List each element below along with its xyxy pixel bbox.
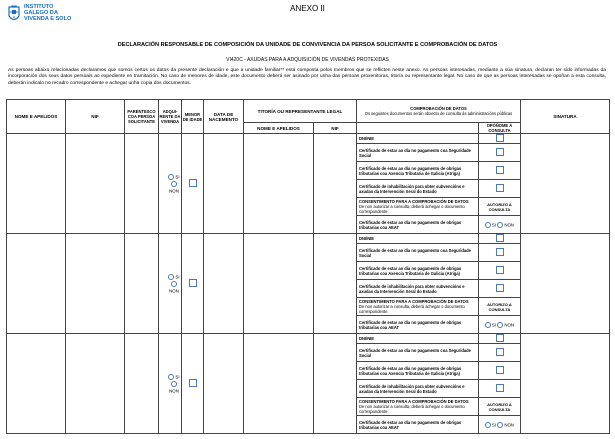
header-check-sub: Os seguintes documentos serán obxecto de consulta ás administracións públicas: [364, 111, 513, 116]
radio-icon[interactable]: [171, 381, 177, 387]
document-label: Certificado de estar ao día no pagamento de obrigas tributarias coa AEAT: [357, 316, 479, 334]
header-acquirer: ADQUI-RENTE DA VIVENDA: [159, 100, 182, 134]
document-row: [7, 134, 610, 144]
member-relationship-cell[interactable]: [125, 134, 159, 234]
consent-cell: [357, 198, 479, 216]
radio-label-no: NON: [504, 222, 515, 227]
checkbox[interactable]: [496, 184, 504, 192]
authorize-label: AUTORIZO A CONSULTA: [479, 298, 521, 316]
radio-icon[interactable]: [497, 322, 503, 328]
document-subtitle: VI420C - AXUDAS PARA A ADQUISICIÓN DE VIVENDAS PROTEXIDAS: [226, 57, 389, 63]
logo-line: INSTITUTO: [24, 4, 54, 10]
radio-icon[interactable]: [168, 374, 174, 380]
guardian-name-cell[interactable]: [244, 234, 314, 334]
document-label: Certificado de estar ao día no pagamento de obrigas tributarias coa Axencia Tributaria de Galicia (Atriga): [357, 362, 479, 380]
checkbox[interactable]: [189, 379, 197, 387]
annex-title: ANEXO II: [290, 4, 325, 13]
document-label: Certificado de inhabilitación para obter subvencións e axudas da Intervención Xeral do Estado: [357, 280, 479, 298]
header-relationship: PARENTESCO COA PERSOA SOLICITANTE: [125, 100, 159, 134]
radio-icon[interactable]: [171, 281, 177, 287]
document-label: Certificado de inhabilitación para obter subvencións e axudas da Intervención Xeral do Estado: [357, 380, 479, 398]
guardian-nif-cell[interactable]: [314, 234, 357, 334]
document-label: DNI/NIE: [357, 334, 479, 344]
document-label: Certificado de estar ao día no pagamento de obrigas tributarias coa Axencia Tributaria de Galicia (Atriga): [357, 162, 479, 180]
radio-icon[interactable]: [168, 174, 174, 180]
acquirer-cell: [159, 334, 182, 434]
member-nif-cell[interactable]: [66, 334, 125, 434]
birth-date-cell[interactable]: [204, 234, 244, 334]
guardian-nif-cell[interactable]: [314, 334, 357, 434]
minor-cell: [182, 334, 204, 434]
consent-cell: [357, 298, 479, 316]
oppose-checkbox-cell: [479, 334, 521, 344]
document-label: Certificado de estar ao día no pagamento de obrigas tributarias coa AEAT: [357, 416, 479, 434]
consent-text: De non autorizar a consulta, deberá achegar o documento correspondente.: [359, 304, 465, 314]
checkbox[interactable]: [496, 166, 504, 174]
header-data-check: [357, 100, 521, 123]
member-name-cell[interactable]: [7, 134, 66, 234]
radio-label-yes: SI: [175, 274, 180, 279]
member-relationship-cell[interactable]: [125, 234, 159, 334]
radio-label-yes: SI: [175, 374, 180, 379]
logo-line: VIVENDA E SOLO: [24, 16, 72, 23]
document-label: DNI/NIE: [357, 234, 479, 244]
checkbox[interactable]: [496, 384, 504, 392]
yes-option[interactable]: [167, 273, 181, 280]
radio-icon[interactable]: [171, 181, 177, 187]
oppose-checkbox-cell: [479, 262, 521, 280]
member-name-cell[interactable]: [7, 334, 66, 434]
header-empty: [357, 123, 479, 134]
radio-icon[interactable]: [485, 322, 491, 328]
birth-date-cell[interactable]: [204, 134, 244, 234]
checkbox[interactable]: [189, 179, 197, 187]
minor-cell: [182, 234, 204, 334]
authorize-options: [479, 216, 521, 234]
header-guardian: TITORÍA OU REPRESENTANTE LEGAL: [244, 100, 357, 123]
oppose-checkbox-cell: [479, 280, 521, 298]
radio-icon[interactable]: [485, 222, 491, 228]
minor-cell: [182, 134, 204, 234]
yes-option[interactable]: [167, 373, 181, 380]
header-birth: DATA DE NACEMENTO: [204, 100, 244, 134]
header-oppose: OPÓÑOME Á CONSULTA: [479, 123, 521, 134]
radio-icon[interactable]: [168, 274, 174, 280]
consent-title: CONSENTIMENTO PARA A COMPROBACIÓN DE DATOS: [359, 299, 469, 304]
document-label: Certificado de inhabilitación para obter subvencións e axudas da Intervención Xeral do Estado: [357, 180, 479, 198]
document-label: Certificado de estar ao día no pagamento coa Seguridade Social: [357, 144, 479, 162]
header-nif: NIF: [66, 100, 125, 134]
document-label: Certificado de estar ao día no pagamento coa Seguridade Social: [357, 244, 479, 262]
radio-label-yes: SI: [175, 174, 180, 179]
guardian-name-cell[interactable]: [244, 334, 314, 434]
consent-cell: [357, 398, 479, 416]
acquirer-cell: [159, 134, 182, 234]
intro-paragraph: As persoas abaixo relacionadas declaramos que somos certos os datos da presente declaración e que a unidade familiar** está composta polos membros que se reflicten neste anexo. As persoas interesadas, mediante a súa sinatura, declaran ter sido informadas da incorporación dos seus datos persoais ao expediente en tramitación. No caso de menores de idade, este documento deberá ser asinado por unha das persoas proxenitoras, titor/a ou representante legal. No caso de que as persoas interesadas se opoñan a esta consulta, deberán indicalo no recadro correspondente e achegar unha copia dos documentos.: [8, 68, 606, 86]
authorize-label: AUTORIZO A CONSULTA: [479, 398, 521, 416]
oppose-checkbox-cell: [479, 180, 521, 198]
checkbox[interactable]: [496, 148, 504, 156]
checkbox[interactable]: [496, 248, 504, 256]
document-row: [7, 334, 610, 344]
document-row: [7, 234, 610, 244]
radio-icon[interactable]: [497, 422, 503, 428]
checkbox[interactable]: [496, 284, 504, 292]
signature-cell[interactable]: [521, 334, 610, 434]
authorize-options: [479, 316, 521, 334]
member-relationship-cell[interactable]: [125, 334, 159, 434]
radio-label-no: NON: [169, 388, 179, 394]
radio-icon[interactable]: [485, 422, 491, 428]
oppose-checkbox-cell: [479, 380, 521, 398]
document-label: Certificado de estar ao día no pagamento de obrigas tributarias coa AEAT: [357, 216, 479, 234]
oppose-checkbox-cell: [479, 244, 521, 262]
radio-label-no: NON: [169, 188, 179, 194]
radio-icon[interactable]: [497, 222, 503, 228]
header-guardian-nif: NIF: [314, 123, 357, 134]
household-table: [6, 99, 610, 434]
signature-cell[interactable]: [521, 134, 610, 234]
oppose-checkbox-cell: [479, 344, 521, 362]
consent-title: CONSENTIMENTO PARA A COMPROBACIÓN DE DATOS: [359, 399, 469, 404]
no-option[interactable]: [167, 380, 181, 394]
document-label: Certificado de estar ao día no pagamento coa Seguridade Social: [357, 344, 479, 362]
document-title: DECLARACIÓN RESPONSABLE DE COMPOSICIÓN DA UNIDADE DE CONVIVENCIA DA PERSOA SOLICITANTE E COMPROBACIÓN DE DATOS: [117, 42, 498, 48]
checkbox[interactable]: [496, 366, 504, 374]
oppose-checkbox-cell: [479, 134, 521, 144]
authorize-label: AUTORIZO A CONSULTA: [479, 198, 521, 216]
birth-date-cell[interactable]: [204, 334, 244, 434]
oppose-checkbox-cell: [479, 234, 521, 244]
logo-line: GALEGO DA: [24, 10, 58, 17]
yes-option[interactable]: [167, 173, 181, 180]
checkbox[interactable]: [496, 234, 504, 242]
header-name: NOME E APELIDOS: [7, 100, 66, 134]
no-option[interactable]: [167, 180, 181, 194]
oppose-checkbox-cell: [479, 362, 521, 380]
radio-label-no: NON: [504, 422, 515, 427]
oppose-checkbox-cell: [479, 144, 521, 162]
radio-label-yes: SI: [491, 422, 497, 427]
checkbox[interactable]: [496, 134, 504, 142]
radio-label-yes: SI: [491, 222, 497, 227]
checkbox[interactable]: [496, 348, 504, 356]
header-signature: SINATURA: [521, 100, 610, 134]
acquirer-cell: [159, 234, 182, 334]
radio-label-yes: SI: [491, 322, 497, 327]
guardian-nif-cell[interactable]: [314, 134, 357, 234]
member-nif-cell[interactable]: [66, 234, 125, 334]
header-minor: MENOR DE IDADE: [182, 100, 204, 134]
consent-title: CONSENTIMENTO PARA A COMPROBACIÓN DE DATOS: [359, 199, 469, 204]
table-header-row: [7, 100, 610, 123]
guardian-name-cell[interactable]: [244, 134, 314, 234]
radio-label-no: NON: [169, 288, 179, 294]
member-nif-cell[interactable]: [66, 134, 125, 234]
consent-text: De non autorizar a consulta, deberá achegar o documento correspondente.: [359, 404, 465, 414]
oppose-checkbox-cell: [479, 162, 521, 180]
checkbox[interactable]: [496, 334, 504, 342]
checkbox[interactable]: [189, 279, 197, 287]
authorize-options: [479, 416, 521, 434]
member-name-cell[interactable]: [7, 234, 66, 334]
document-label: Certificado de estar ao día no pagamento de obrigas tributarias coa Axencia Tributaria de Galicia (Atriga): [357, 262, 479, 280]
document-label: DNI/NIE: [357, 134, 479, 144]
signature-cell[interactable]: [521, 234, 610, 334]
checkbox[interactable]: [496, 266, 504, 274]
header-check-title: COMPROBACIÓN DE DATOS: [410, 106, 467, 111]
no-option[interactable]: [167, 280, 181, 294]
consent-text: De non autorizar a consulta, deberá achegar o documento correspondente.: [359, 204, 465, 214]
header-guardian-name: NOME E APELIDOS: [244, 123, 314, 134]
radio-label-no: NON: [504, 322, 515, 327]
